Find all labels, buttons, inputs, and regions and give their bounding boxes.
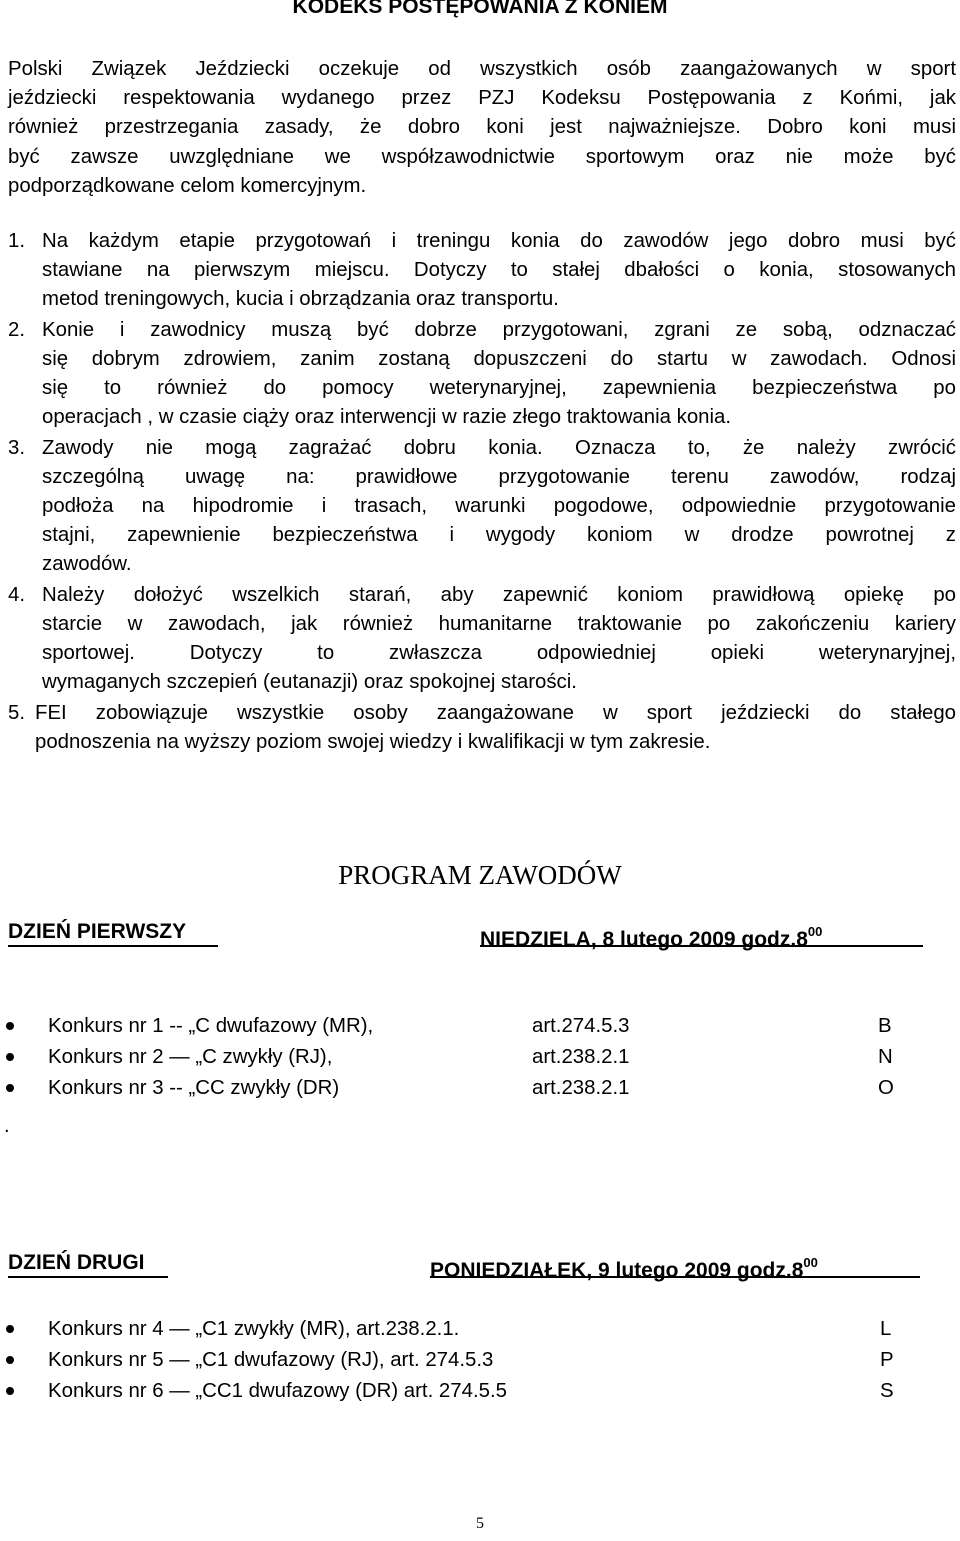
point-line: stajni, zapewnienie bezpieczeństwa i wygody koniom w drodze powrotnej z — [42, 524, 956, 546]
point-number: 5. — [8, 702, 26, 724]
point-line: stawiane na pierwszym miejscu. Dotyczy to stałej dbałości o konia, stosowanych — [42, 259, 956, 281]
point-line: podłoża na hipodromie i trasach, warunki pogodowe, odpowiednie przygotowanie — [42, 495, 956, 517]
day1-date-underline — [480, 945, 923, 947]
point-line: podnoszenia na wyższy poziom swojej wiedzy i kwalifikacji w tym zakresie. — [35, 731, 711, 753]
point-number: 2. — [8, 319, 26, 341]
day1-date — [480, 918, 822, 954]
day2-contest-4-name: Konkurs nr 4 — „C1 zwykły (MR), art.238.2.1. — [48, 1318, 460, 1340]
bullet-icon — [6, 1053, 14, 1061]
point-line: FEI zobowiązuje wszystkie osoby zaangażowane w sport jeździecki do stałego — [35, 702, 956, 724]
day2-label: DZIEŃ DRUGI — [8, 1251, 145, 1274]
point-line: Należy dołożyć wszelkich starań, aby zapewnić koniom prawidłową opiekę po — [42, 584, 956, 606]
page-number: 5 — [476, 1515, 484, 1532]
day1-date-text: NIEDZIELA, 8 lutego 2009 godz.8 — [480, 928, 808, 951]
day2-contest-5-name: Konkurs nr 5 — „C1 dwufazowy (RJ), art. 274.5.3 — [48, 1349, 494, 1371]
code-point-2 — [8, 316, 956, 432]
program-title: PROGRAM ZAWODÓW — [338, 860, 622, 890]
point-line: szczególną uwagę na: prawidłowe przygotowanie terenu zawodów, rodzaj — [42, 466, 956, 488]
point-line: sportowej. Dotyczy to zwłaszcza odpowiedniej opieki weterynaryjnej, — [42, 642, 956, 664]
intro-line: Polski Związek Jeździecki oczekuje od wszystkich osób zaangażowanych w sport — [8, 58, 956, 80]
point-line: się to również do pomocy weterynaryjnej, zapewnienia bezpieczeństwa po — [42, 377, 956, 399]
bullet-icon — [6, 1325, 14, 1333]
day2-contest-6-name: Konkurs nr 6 — „CC1 dwufazowy (DR) art. 274.5.5 — [48, 1380, 507, 1402]
document-title: KODEKS POSTĘPOWANIA Z KONIEM — [292, 0, 668, 18]
bullet-icon — [6, 1084, 14, 1092]
day2-contest-5-code: P — [880, 1349, 894, 1371]
code-point-3 — [8, 434, 956, 579]
day1-label: DZIEŃ PIERWSZY — [8, 920, 187, 943]
day1-contest-3-art: art.238.2.1 — [532, 1077, 630, 1099]
day1-contest-1-art: art.274.5.3 — [532, 1015, 630, 1037]
day1-contest-3-code: O — [878, 1077, 894, 1099]
point-number: 4. — [8, 584, 26, 606]
separator-dot: . — [4, 1115, 10, 1137]
code-point-1 — [8, 227, 956, 314]
day2-contest-6-code: S — [880, 1380, 894, 1402]
bullet-icon — [6, 1022, 14, 1030]
day1-contest-3-name: Konkurs nr 3 -- „CC zwykły (DR) — [48, 1077, 340, 1099]
point-line: Zawody nie mogą zagrażać dobru konia. Oznacza to, że należy zwrócić — [42, 437, 956, 459]
day2-date-text: PONIEDZIAŁEK, 9 lutego 2009 godz.8 — [430, 1259, 804, 1282]
day1-time-superscript: 00 — [807, 924, 823, 939]
code-point-4 — [8, 581, 956, 697]
day1-contest-2-name: Konkurs nr 2 — „C zwykły (RJ), — [48, 1046, 333, 1068]
bullet-icon — [6, 1387, 14, 1395]
day1-contest-2-art: art.238.2.1 — [532, 1046, 630, 1068]
day2-date-underline — [430, 1276, 920, 1278]
point-line: metod treningowych, kucia i obrządzania oraz transportu. — [42, 288, 559, 310]
day2-time-superscript: 00 — [803, 1255, 818, 1270]
bullet-icon — [6, 1356, 14, 1364]
point-number: 3. — [8, 437, 26, 459]
day1-contest-2-code: N — [878, 1046, 893, 1068]
point-line: operacjach , w czasie ciąży oraz interwencji w razie złego traktowania konia. — [42, 406, 732, 428]
point-line: się dobrym zdrowiem, zanim zostaną dopuszczeni do startu w zawodach. Odnosi — [42, 348, 956, 370]
point-line: Konie i zawodnicy muszą być dobrze przygotowani, zgrani ze sobą, odznaczać — [42, 319, 956, 341]
day1-contest-1-code: B — [878, 1015, 892, 1037]
day2-contest-4-code: L — [880, 1318, 892, 1340]
code-point-5 — [8, 699, 956, 757]
intro-line: podporządkowane celom komercyjnym. — [8, 174, 367, 197]
intro-line: również przestrzegania zasady, że dobro koni jest najważniejsze. Dobro koni musi — [8, 116, 956, 139]
intro-paragraph — [8, 55, 956, 201]
day1-underline — [8, 945, 218, 947]
point-line: starcie w zawodach, jak również humanitarne traktowanie po zakończeniu kariery — [42, 613, 956, 635]
intro-line: być zawsze uwzględniane we współzawodnictwie sportowym oraz nie może być — [8, 145, 956, 168]
point-number: 1. — [8, 230, 26, 252]
intro-line: jeździecki respektowania wydanego przez PZJ Kodeksu Postępowania z Końmi, jak — [8, 87, 956, 110]
day1-contest-1-name: Konkurs nr 1 -- „C dwufazowy (MR), — [48, 1015, 374, 1037]
day2-underline — [8, 1276, 168, 1278]
point-line: wymaganych szczepień (eutanazji) oraz spokojnej starości. — [42, 671, 577, 693]
code-points-list — [8, 227, 956, 757]
point-line: zawodów. — [42, 553, 132, 575]
point-line: Na każdym etapie przygotowań i treningu konia do zawodów jego dobro musi być — [42, 230, 956, 252]
day2-date — [430, 1249, 818, 1285]
